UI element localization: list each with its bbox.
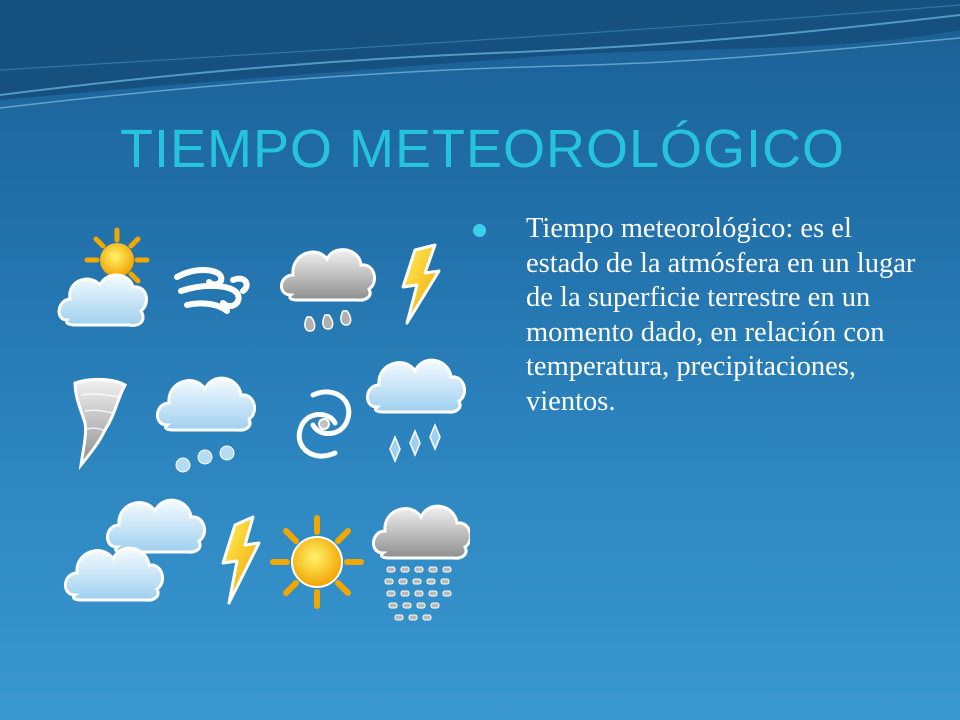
lightning-icon	[223, 517, 259, 603]
heavy-rain-cloud-icon	[373, 506, 470, 620]
rain-cloud-icon	[281, 250, 374, 331]
slide-title: TIEMPO METEOROLÓGICO	[120, 119, 846, 179]
lightning-icon	[403, 245, 439, 323]
hail-cloud-icon	[367, 360, 464, 461]
sun-icon	[273, 518, 361, 606]
bullet-item	[500, 212, 920, 419]
snow-cloud-icon	[157, 378, 254, 472]
partly-sunny-icon	[59, 230, 147, 325]
wind-icon	[177, 270, 247, 311]
tornado-icon	[75, 379, 125, 465]
bullet-text: Tiempo meteorológico: es el estado de la atmósfera en un lugar de la superficie terrestre en un momento dado, en relación con temperatura, precipitaciones, vientos.	[526, 213, 916, 417]
clouds-icon	[65, 500, 204, 600]
header-waves	[0, 0, 960, 130]
hurricane-icon	[299, 392, 349, 456]
bullet-list	[500, 212, 920, 419]
bullet-dot	[473, 224, 486, 237]
weather-icons-grid	[55, 225, 470, 625]
